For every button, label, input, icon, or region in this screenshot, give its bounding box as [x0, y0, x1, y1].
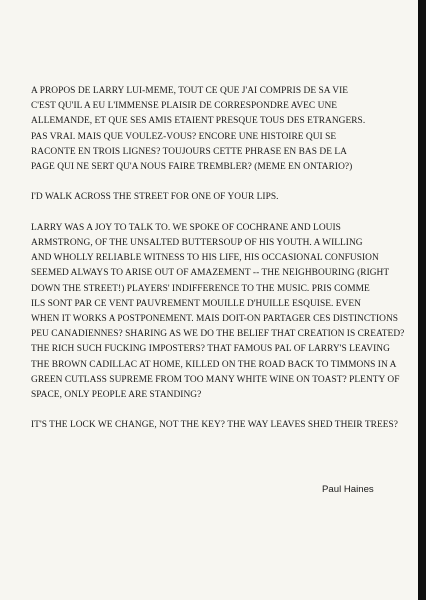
paragraph-3: [31, 221, 409, 403]
text-line: SEEMED ALWAYS TO ARISE OUT OF AMAZEMENT -- THE NEIGHBOURING (RIGHT: [31, 268, 390, 279]
text-line: A PROPOS DE LARRY LUI-MEME, TOUT CE QUE J'AI COMPRIS DE SA VIE: [31, 86, 349, 96]
text-line: RACONTE EN TROIS LIGNES? TOUJOURS CETTE PHRASE EN BAS DE LA: [31, 146, 347, 157]
text-line: C'EST QU'IL A EU L'IMMENSE PLAISIR DE CORRESPONDRE AVEC UNE: [31, 101, 338, 112]
text-line: ALLEMANDE, ET QUE SES AMIS ETAIENT PRESQUE TOUS DES ETRANGERS.: [31, 116, 366, 127]
text-line: SPACE, ONLY PEOPLE ARE STANDING?: [31, 390, 202, 401]
text-line: LARRY WAS A JOY TO TALK TO. WE SPOKE OF COCHRANE AND LOUIS: [31, 222, 341, 233]
text-line: PAS VRAI. MAIS QUE VOULEZ-VOUS? ENCORE UNE HISTOIRE QUI SE: [31, 131, 337, 142]
text-line: PEU CANADIENNES? SHARING AS WE DO THE BELIEF THAT CREATION IS CREATED?: [31, 329, 405, 340]
text-line: WHEN IT WORKS A POSTPONEMENT. MAIS DOIT-ON PARTAGER CES DISTINCTIONS: [31, 314, 399, 325]
text-line: ILS SONT PAR CE VENT PAUVREMENT MOUILLE D'HUILLE ESQUISE. EVEN: [31, 298, 361, 309]
paragraph-2: [31, 190, 409, 205]
paragraph-1: [31, 84, 409, 175]
text-line: IT'S THE LOCK WE CHANGE, NOT THE KEY? THE WAY LEAVES SHED THEIR TREES?: [31, 420, 398, 431]
text-line: GREEN CUTLASS SUPREME FROM TOO MANY WHITE WINE ON TOAST? PLENTY OF: [31, 374, 400, 385]
text-line: DOWN THE STREET!) PLAYERS' INDIFFERENCE TO THE MUSIC. PRIS COMME: [31, 283, 370, 294]
body-text: [31, 84, 409, 449]
text-line: ARMSTRONG, OF THE UNSALTED BUTTERSOUP OF HIS YOUTH. A WILLING: [31, 238, 363, 248]
text-line: THE RICH SUCH FUCKING IMPOSTERS? THAT FAMOUS PAL OF LARRY'S LEAVING: [31, 344, 390, 355]
paragraph-4: [31, 418, 409, 433]
text-line: I'D WALK ACROSS THE STREET FOR ONE OF YOUR LIPS.: [31, 192, 279, 203]
author-signature: Paul Haines: [322, 484, 374, 495]
text-line: PAGE QUI NE SERT QU'A NOUS FAIRE TREMBLER? (MEME EN ONTARIO?): [31, 162, 353, 173]
text-line: THE BROWN CADILLAC AT HOME, KILLED ON THE ROAD BACK TO TIMMONS IN A: [31, 359, 397, 370]
text-line: AND WHOLLY RELIABLE WITNESS TO HIS LIFE, HIS OCCASIONAL CONFUSION: [31, 253, 379, 264]
